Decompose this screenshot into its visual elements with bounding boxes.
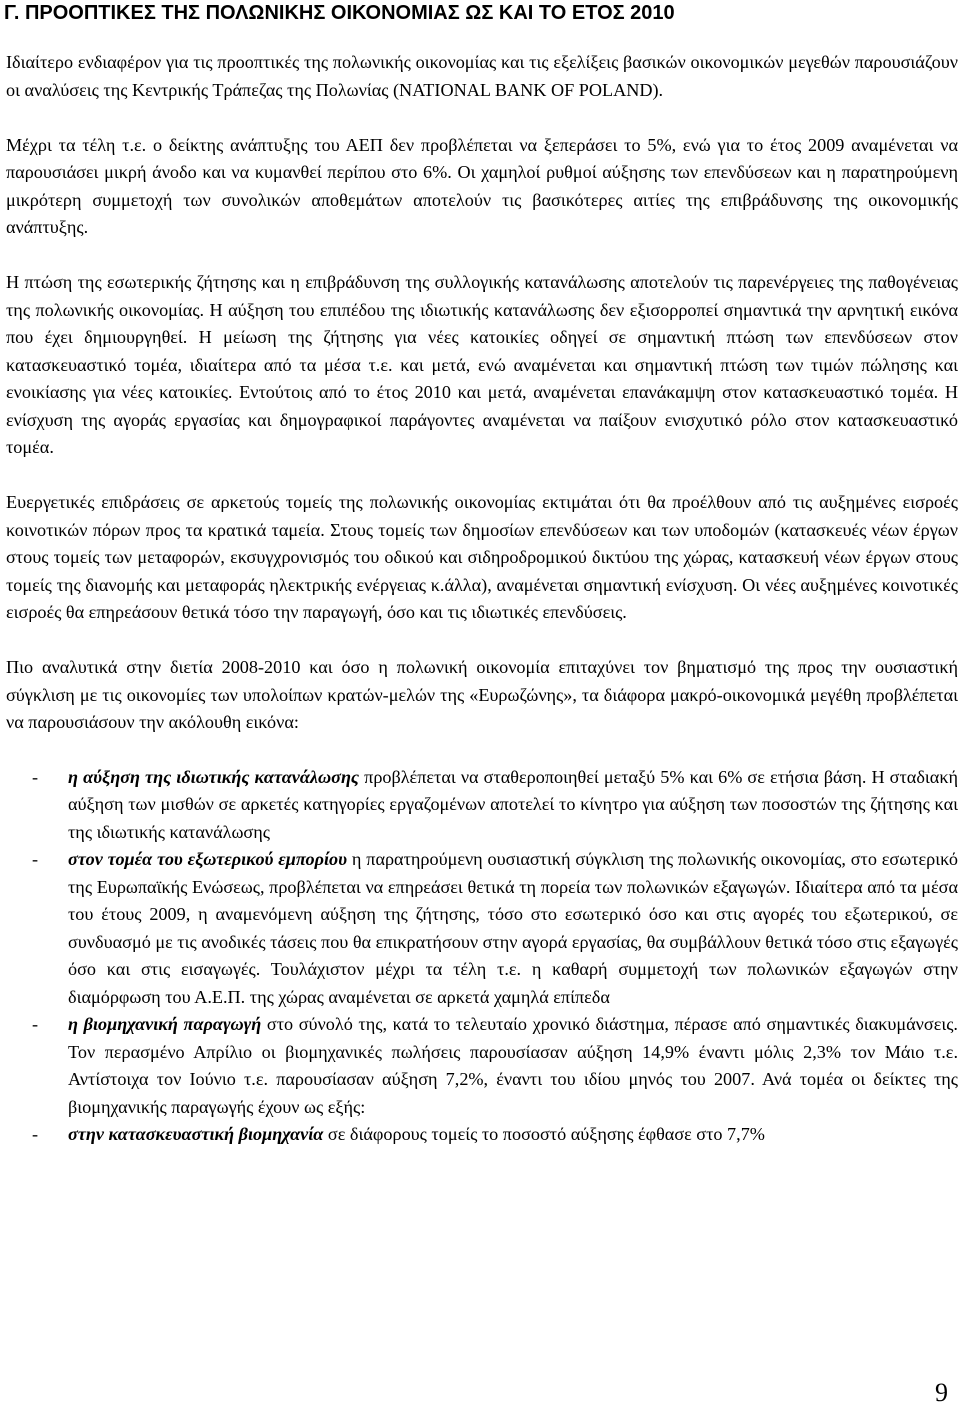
list-dash: - bbox=[32, 766, 39, 787]
section-heading: Γ. ΠΡΟΟΠΤΙΚΕΣ ΤΗΣ ΠΟΛΩΝΙΚΗΣ ΟΙΚΟΝΟΜΙΑΣ ΩΣ ΚΑΙ ΤΟ ΕΤΟΣ 2010 bbox=[4, 2, 675, 24]
intro-paragraph: Ιδιαίτερο ενδιαφέρον για τις προοπτικές της πολωνικής οικονομίας και τις εξελίξεις βασικών οικονομικών μεγεθών παρουσιάζουν οι αναλύσεις της Κεντρικής Τράπεζας της Πολωνίας (NATIONAL BANK OF POLAND). bbox=[6, 52, 958, 100]
list-item-text: προβλέπεται να σταθεροποιηθεί μεταξύ 5% και 6% σε ετήσια βάση. Η σταδιακή αύξηση των μισθών σε αρκετές κατηγορίες εργαζομένων αποτελεί το κίνητρο για αύξηση των ποσοστών της ζήτησης και της ιδιωτικής κατανάλωσης bbox=[68, 766, 958, 842]
list-dash: - bbox=[32, 1014, 39, 1034]
list-item bbox=[6, 846, 958, 1011]
list-item-lead: στον τομέα του εξωτερικού εμπορίου bbox=[68, 849, 348, 869]
gdp-paragraph: Μέχρι τα τέλη τ.ε. ο δείκτης ανάπτυξης του ΑΕΠ δεν προβλέπεται να ξεπεράσει το 5%, ενώ για το έτος 2009 αναμένεται να παρουσιάσει μικρή άνοδο και να κυμανθεί περίπου στο 6%. Οι χαμηλοί ρυθμοί αύξησης των επενδύσεων και η παρατηρούμενη μικρότερη συμμετοχή των συνολικών αποθεμάτων αποτελούν τις βασικότερες αιτίες της επιβράδυνσης της οικονομικής ανάπτυξης. bbox=[6, 134, 958, 237]
list-item-lead: στην κατασκευαστική βιομηχανία bbox=[68, 1124, 324, 1144]
outlook-paragraph: Πιο αναλυτικά στην διετία 2008-2010 και όσο η πολωνική οικονομία επιταχύνει τον βηματισμό της προς την ουσιαστική σύγκλιση με τις οικονομίες των υπολοίπων κρατών-μελών της «Ευρωζώνης», τα διάφορα μακρό-οικονομικά μεγέθη προβλέπεται να παρουσιάσουν την ακόλουθη εικόνα: bbox=[6, 657, 958, 732]
list-item bbox=[6, 764, 958, 847]
forecast-list bbox=[6, 764, 958, 1149]
page-number: 9 bbox=[935, 1378, 948, 1407]
eu-funds-paragraph: Ευεργετικές επιδράσεις σε αρκετούς τομείς της πολωνικής οικονομίας εκτιμάται ότι θα προέλθουν από τις αυξημένες εισροές κοινοτικών πόρων προς τα κρατικά ταμεία. Στους τομείς των δημοσίων επενδύσεων και των υποδομών (κατασκευές νέων έργων στους τομείς των μεταφορών, εκσυγχρονισμός του οδικού και σιδηροδρομικού δικτύου της χώρας, κατασκευή νέων έργων στους τομείς της διανομής και μεταφοράς ηλεκτρικής ενέργειας κ.άλλα), αναμένεται σημαντική ενίσχυση. Οι νέες αυξημένες κοινοτικές εισροές θα επηρεάσουν θετικά τόσο την παραγωγή, όσο και τις ιδιωτικές επενδύσεις. bbox=[6, 492, 958, 622]
list-item bbox=[6, 1121, 958, 1149]
list-item-text: η παρατηρούμενη ουσιαστική σύγκλιση της πολωνικής οικονομίας, στο εσωτερικό της Ευρωπαϊκής Ενώσεως, προβλέπεται να επηρεάσει θετικά τη πορεία των πολωνικών εξαγωγών. Ιδιαίτερα από τα μέσα του έτους 2009, η αναμενόμενη αύξηση της ζήτησης, τόσο στο εσωτερικό όσο και στις αγορές του εξωτερικού, σε συνδυασμό με τις ανοδικές τάσεις που θα επικρατήσουν στην αγορά εργασίας, θα συμβάλλουν θετικά τόσο στις εξαγωγές όσο και στις εισαγωγές. Τουλάχιστον μέχρι τα τέλη τ.ε. η καθαρή συμμετοχή των πολωνικών εξαγωγών στην διαμόρφωση του Α.Ε.Π. της χώρας αναμένεται σε αρκετά χαμηλά επίπεδα bbox=[68, 849, 958, 1007]
document-body bbox=[6, 49, 958, 1149]
list-item-lead: η βιομηχανική παραγωγή bbox=[68, 1014, 262, 1034]
demand-paragraph: Η πτώση της εσωτερικής ζήτησης και η επιβράδυνση της συλλογικής κατανάλωσης αποτελούν τις παρενέργειες της παθογένειας της πολωνικής οικονομίας. Η αύξηση του επιπέδου της ιδιωτικής κατανάλωσης δεν εξισορροπεί σημαντικά την αρνητική εικόνα που έχει δημιουργηθεί. Η μείωση της ζήτησης για νέες κατοικίες οδηγεί σε σημαντική πτώση των επενδύσεων στον κατασκευαστικό τομέα, ιδιαίτερα από τα μέσα τ.ε. και μετά, ενώ αναμένεται και σημαντική πτώση των τιμών πώλησης και ενοικίασης για νέες κατοικίες. Εντούτοις από το έτος 2010 και μετά, αναμένεται επανάκαμψη στον κατασκευαστικό τομέα. Η ενίσχυση της αγοράς εργασίας και δημογραφικοί παράγοντες αναμένεται να παίξουν ενισχυτικό ρόλο στον κατασκευαστικό τομέα. bbox=[6, 272, 958, 457]
list-item-lead: η αύξηση της ιδιωτικής κατανάλωσης bbox=[68, 766, 360, 787]
list-item-text: στο σύνολό της, κατά το τελευταίο χρονικό διάστημα, πέρασε από σημαντικές διακυμάνσεις. Τον περασμένο Απρίλιο οι βιομηχανικές πωλήσεις παρουσίασαν αύξηση 14,9% έναντι μόλις 2,3% τον Μάιο τ.ε. Αντίστοιχα τον Ιούνιο τ.ε. παρουσίασαν αύξηση 7,2%, έναντι του ιδίου μηνός του 2007. Ανά τομέα οι δείκτες της βιομηχανικής παραγωγής έχουν ως εξής: bbox=[68, 1014, 958, 1117]
list-dash: - bbox=[32, 1124, 39, 1144]
list-dash: - bbox=[32, 849, 39, 869]
list-item bbox=[6, 1011, 958, 1121]
list-item-text: σε διάφορους τομείς το ποσοστό αύξησης έφθασε στο 7,7% bbox=[323, 1124, 765, 1144]
